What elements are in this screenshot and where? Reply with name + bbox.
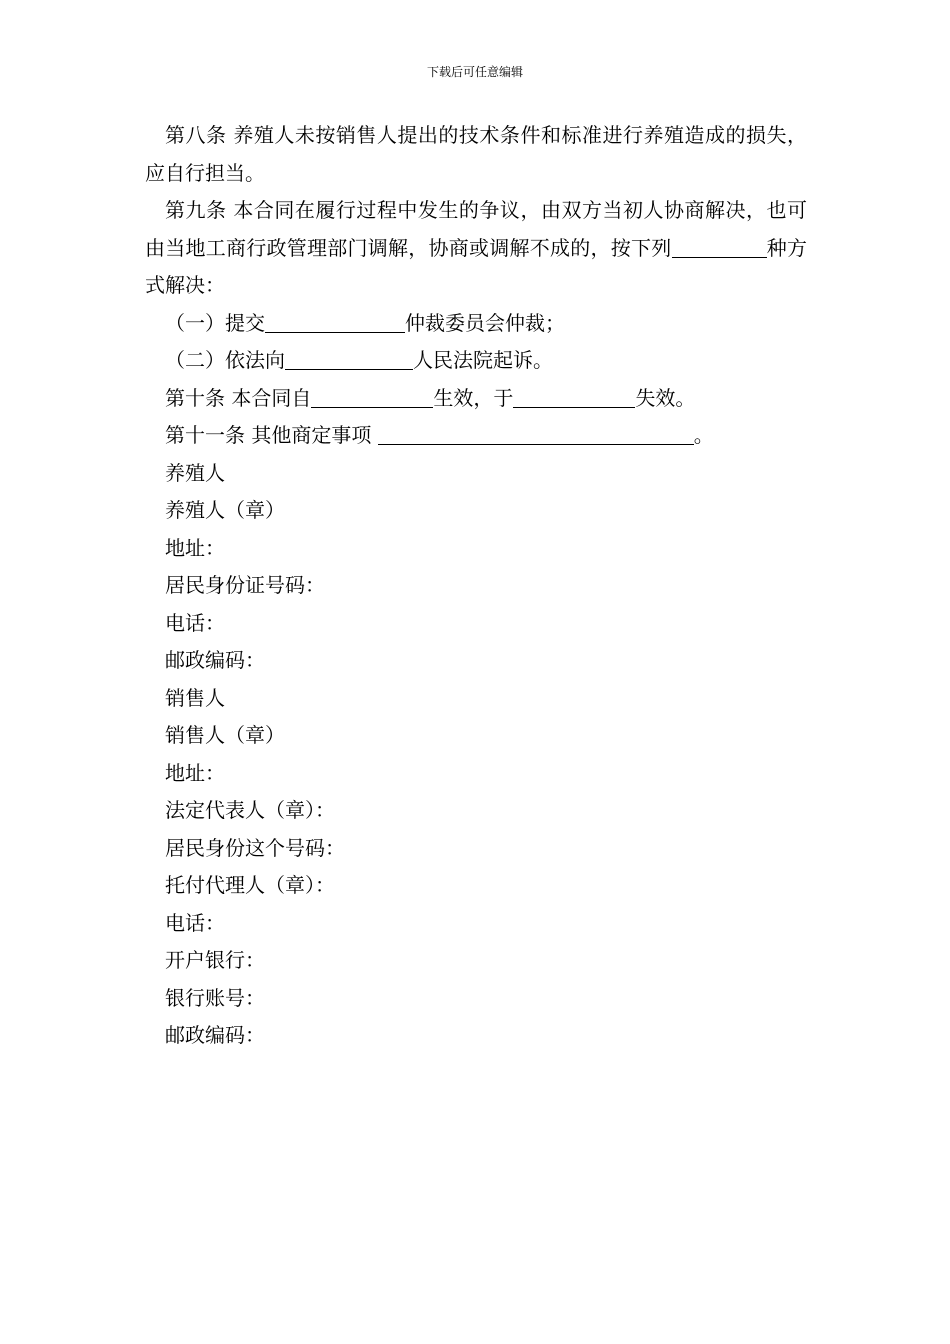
- court-name-blank[interactable]: [285, 347, 413, 370]
- option-1-suffix: 仲裁委员会仲裁；: [405, 310, 565, 335]
- option-1-prefix: （一）提交: [165, 310, 265, 335]
- seller-heading: 销售人: [165, 685, 225, 710]
- article-8-text: 第八条 养殖人未按销售人提出的技术条件和标准进行养殖造成的损失，应自行担当。: [145, 123, 807, 185]
- article-9: [145, 192, 807, 305]
- seller-bank: 开户银行：: [165, 948, 265, 972]
- seller-postcode: 邮政编码：: [165, 1023, 265, 1047]
- article-10-suffix: 失效。: [635, 385, 696, 410]
- article-10: [145, 380, 807, 418]
- seller-agent: 托付代理人（章）：: [165, 873, 335, 897]
- option-2-prefix: （二）依法向: [165, 348, 285, 372]
- arbitration-committee-blank[interactable]: [265, 310, 405, 333]
- article-10-prefix: 第十条 本合同自: [165, 385, 312, 410]
- seller-account: 银行账号：: [165, 985, 265, 1010]
- article-11-prefix: 第十一条 其他商定事项: [165, 423, 372, 447]
- effective-date-blank[interactable]: [311, 385, 433, 408]
- article-9-text: 第九条 本合同在履行过程中发生的争议，由双方当初人协商解决，也可由当地工商行政管理部门调解，协商或调解不成的，按下列: [145, 198, 807, 260]
- breeder-seal: 养殖人（章）: [165, 498, 285, 522]
- breeder-phone: 电话：: [165, 610, 225, 635]
- option-2-suffix: 人民法院起诉。: [413, 348, 553, 372]
- seller-seal: 销售人（章）: [165, 723, 285, 747]
- seller-phone: 电话：: [165, 910, 225, 935]
- article-11: [145, 417, 807, 455]
- seller-address: 地址：: [165, 760, 225, 785]
- article-10-middle: 生效，于: [433, 385, 514, 410]
- contract-body: [145, 117, 807, 1055]
- page-header-note: 下载后可任意编辑: [426, 65, 523, 79]
- breeder-heading: 养殖人: [165, 460, 225, 485]
- breeder-postcode: 邮政编码：: [165, 648, 265, 672]
- article-8: [145, 117, 807, 192]
- breeder-address: 地址：: [165, 535, 225, 560]
- article-9-text-after: 种方式解决：: [145, 235, 807, 297]
- breeder-id-number: 居民身份证号码：: [165, 573, 325, 597]
- seller-id-number: 居民身份这个号码：: [165, 835, 345, 860]
- seller-legal-rep: 法定代表人（章）：: [165, 798, 335, 822]
- dispute-method-blank-continued[interactable]: [712, 235, 767, 258]
- dispute-option-arbitration: [145, 305, 807, 343]
- expiry-date-blank[interactable]: [513, 385, 635, 408]
- dispute-option-court: [145, 342, 807, 380]
- other-matters-blank[interactable]: [378, 422, 694, 445]
- dispute-method-blank[interactable]: [672, 235, 712, 258]
- article-11-suffix: 。: [693, 423, 714, 447]
